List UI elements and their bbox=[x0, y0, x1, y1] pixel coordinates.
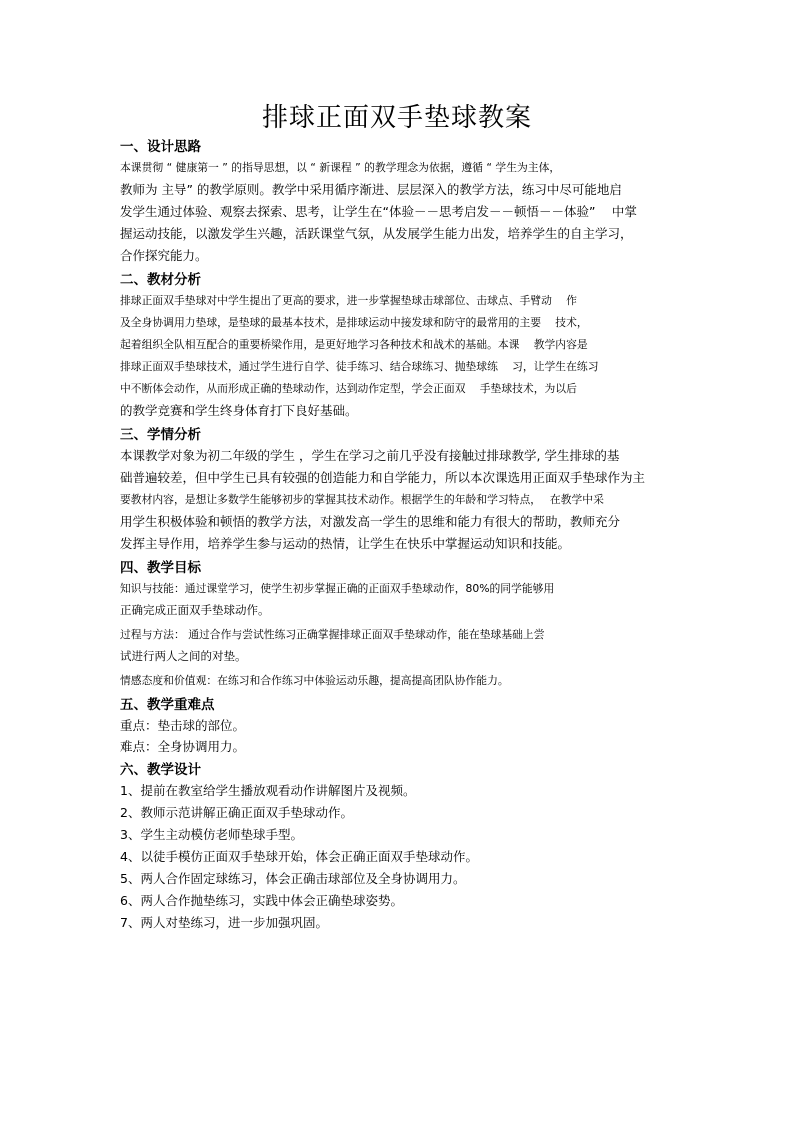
section-teaching-design bbox=[120, 760, 680, 934]
paragraph-line: 教师为 主导” 的教学原则。教学中采用循序渐进、层层深入的教学方法，练习中尽可能地启 bbox=[120, 182, 622, 197]
list-item: 7、两人对垫练习，进一步加强巩固。 bbox=[120, 915, 328, 930]
section-design-idea bbox=[120, 137, 680, 267]
paragraph-line: 握运动技能，以激发学生兴趣，活跃课堂气氛，从发展学生能力出发，培养学生的自主学习， bbox=[120, 226, 633, 241]
paragraph-line: 合作探究能力。 bbox=[120, 248, 208, 263]
paragraph-line: 及全身协调用力垫球，是垫球的最基本技术，是排球运动中接发球和防守的最常用的主要 技术， bbox=[120, 316, 588, 329]
section-heading: 五、教学重难点 bbox=[120, 697, 215, 713]
paragraph-line: 用学生积极体验和顿悟的教学方法，对激发高一学生的思维和能力有很大的帮助，教师充分 bbox=[120, 514, 621, 529]
section-heading: 六、教学设计 bbox=[120, 762, 201, 778]
paragraph-line: 发挥主导作用，培养学生参与运动的热情，让学生在快乐中掌握运动知识和技能。 bbox=[120, 536, 571, 551]
paragraph-line: 本课教学对象为初二年级的学生 ，学生在学习之前几乎没有接触过排球教学, 学生排球的基 bbox=[120, 448, 620, 463]
section-key-points bbox=[120, 695, 680, 757]
section-teaching-goals bbox=[120, 558, 680, 692]
paragraph-line: 正确完成正面双手垫球动作。 bbox=[120, 603, 270, 617]
section-material-analysis bbox=[120, 270, 680, 422]
paragraph-line: 知识与技能：通过课堂学习，使学生初步掌握正确的正面双手垫球动作，80%的同学能够用 bbox=[120, 582, 555, 595]
paragraph-line: 的教学竞赛和学生终身体育打下良好基础。 bbox=[120, 403, 358, 418]
paragraph-line: 起着组织全队相互配合的重要桥梁作用，是更好地学习各种技术和战术的基础。本课 教学内容是 bbox=[120, 338, 588, 351]
list-item: 3、学生主动模仿老师垫球手型。 bbox=[120, 827, 303, 842]
paragraph-line: 排球正面双手垫球技术，通过学生进行自学、徒手练习、结合球练习、抛垫球练 习，让学生在练习 bbox=[120, 360, 599, 373]
document-body bbox=[120, 137, 680, 934]
paragraph-line: 试进行两人之间的对垫。 bbox=[120, 649, 247, 663]
list-item: 5、两人合作固定球练习，体会正确击球部位及全身协调用力。 bbox=[120, 871, 466, 886]
paragraph-line: 重点：垫击球的部位。 bbox=[120, 718, 246, 733]
paragraph-line: 排球正面双手垫球对中学生提出了更高的要求，进一步掌握垫球击球部位、击球点、手臂动 作 bbox=[120, 294, 577, 307]
section-heading: 一、设计思路 bbox=[120, 139, 201, 155]
list-item: 6、两人合作抛垫练习，实践中体会正确垫球姿势。 bbox=[120, 893, 403, 908]
section-heading: 二、教材分析 bbox=[120, 272, 201, 288]
list-item: 4、以徒手模仿正面双手垫球开始，体会正确正面双手垫球动作。 bbox=[120, 849, 478, 864]
paragraph-line: 过程与方法： 通过合作与尝试性练习正确掌握排球正面双手垫球动作，能在垫球基础上尝 bbox=[120, 628, 545, 641]
section-heading: 四、教学目标 bbox=[120, 560, 201, 576]
paragraph-line: 中不断体会动作，从而形成正确的垫球动作，达到动作定型，学会正面双 手垫球技术，为以后 bbox=[120, 382, 577, 395]
paragraph-line: 础普遍较差，但中学生已具有较强的创造能力和自学能力，所以本次课选用正面双手垫球作为主 bbox=[120, 470, 646, 485]
paragraph-line: 难点：全身协调用力。 bbox=[120, 739, 246, 754]
document-title: 排球正面双手垫球教案 bbox=[261, 103, 532, 133]
list-item: 2、教师示范讲解正确正面双手垫球动作。 bbox=[120, 805, 353, 820]
paragraph-line: 本课贯彻 “ 健康第一 ” 的指导思想，以 “ 新课程 ” 的教学理念为依据，遵循 “ 学生为主体， bbox=[120, 161, 561, 174]
paragraph-line: 情感态度和价值观：在练习和合作练习中体验运动乐趣，提高提高团队协作能力。 bbox=[120, 674, 509, 687]
list-item: 1、提前在教室给学生播放观看动作讲解图片及视频。 bbox=[120, 783, 416, 798]
section-learner-analysis bbox=[120, 425, 680, 555]
paragraph-line: 发学生通过体验、观察去探索、思考，让学生在“体验－－思考启发－－顿悟－－体验” 中掌 bbox=[120, 204, 637, 219]
paragraph-line: 要教材内容，是想让多数学生能够初步的掌握其技术动作。根据学生的年龄和学习特点， 在教学中采 bbox=[120, 493, 604, 506]
section-heading: 三、学情分析 bbox=[120, 427, 201, 443]
